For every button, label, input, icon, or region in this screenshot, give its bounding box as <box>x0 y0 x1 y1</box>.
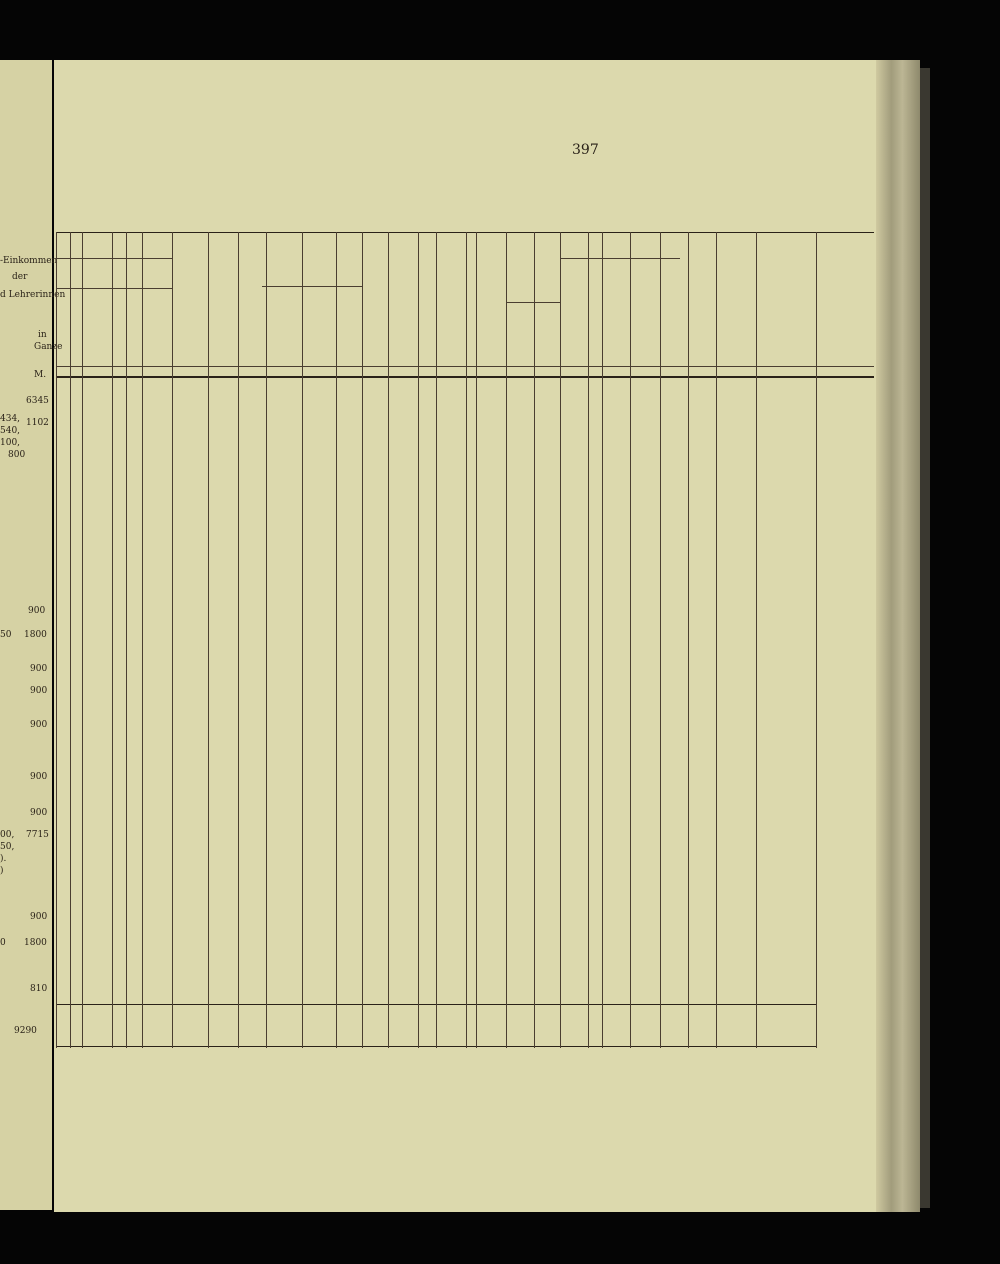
left-page-fragment: 800 <box>8 450 26 460</box>
column-rule <box>418 232 419 1048</box>
column-rule <box>56 232 57 1048</box>
sub-rule-hiervon <box>506 302 560 303</box>
left-page-fragment: 540, <box>0 426 21 436</box>
book-cover-edge <box>920 68 930 1208</box>
column-rule <box>466 232 467 1048</box>
left-page-fragment: in <box>38 330 47 340</box>
column-rule <box>660 232 661 1048</box>
header-bottom-rule <box>56 376 874 378</box>
column-rule <box>266 232 267 1048</box>
table-top-rule <box>56 232 874 233</box>
column-rule <box>756 232 757 1048</box>
column-rule <box>816 232 817 1048</box>
column-rule <box>70 232 71 1048</box>
left-page-fragment: 434, <box>0 414 21 424</box>
left-page-fragment: der <box>12 272 28 282</box>
left-page-fragment: 900 <box>30 720 48 730</box>
book-page-edges <box>876 60 920 1212</box>
left-page-fragment: 50, <box>0 842 15 852</box>
left-page-fragment: 50 <box>0 630 12 640</box>
column-rule <box>302 232 303 1048</box>
left-page-fragment: 900 <box>28 606 46 616</box>
sub-rule-saechlich <box>560 258 680 259</box>
left-page-fragment: 900 <box>30 664 48 674</box>
column-rule <box>172 232 173 1048</box>
left-page-fragment: 7715 <box>26 830 49 840</box>
column-rule <box>602 232 603 1048</box>
column-rule <box>388 232 389 1048</box>
left-page-fragment: 00, <box>0 830 15 840</box>
left-page-fragment: M. <box>34 370 47 380</box>
column-rule <box>506 232 507 1048</box>
column-rule <box>716 232 717 1048</box>
column-rule <box>560 232 561 1048</box>
column-rule <box>688 232 689 1048</box>
left-page-fragment: 900 <box>30 912 48 922</box>
left-page-fragment: 1800 <box>24 630 47 640</box>
left-page-fragment: ) <box>0 866 4 876</box>
column-rule <box>630 232 631 1048</box>
left-page-fragment: 1102 <box>26 418 49 428</box>
left-page-fragment: 900 <box>30 686 48 696</box>
column-rule <box>126 232 127 1048</box>
sub-rule-wohnung <box>56 288 172 289</box>
column-rule <box>82 232 83 1048</box>
left-page-fragment: 100, <box>0 438 21 448</box>
left-page-fragment: 900 <box>30 808 48 818</box>
left-page-fragment: 9290 <box>14 1026 37 1036</box>
column-rule <box>238 232 239 1048</box>
column-rule <box>534 232 535 1048</box>
left-page-fragment: Ganze <box>34 342 63 352</box>
column-rule <box>436 232 437 1048</box>
left-page-fragment: 900 <box>30 772 48 782</box>
column-rule <box>476 232 477 1048</box>
column-rule <box>588 232 589 1048</box>
left-page-fragment: 6345 <box>26 396 49 406</box>
left-page-fragment: ). <box>0 854 7 864</box>
column-rule <box>112 232 113 1048</box>
left-page-fragment: -Einkommen <box>0 256 58 266</box>
left-page-fragment: 0 <box>0 938 6 948</box>
left-page-fragment: 1800 <box>24 938 47 948</box>
column-rule <box>142 232 143 1048</box>
left-page-fragment: 810 <box>30 984 48 994</box>
units-rule <box>56 366 874 367</box>
column-rule <box>336 232 337 1048</box>
sub-rule-gemeinde <box>262 286 362 287</box>
column-rule <box>362 232 363 1048</box>
column-rule <box>208 232 209 1048</box>
sub-rule-ausserdem <box>56 258 172 259</box>
left-page-fragment: d Lehrerinnen <box>0 290 66 300</box>
page-number: 397 <box>572 142 599 158</box>
